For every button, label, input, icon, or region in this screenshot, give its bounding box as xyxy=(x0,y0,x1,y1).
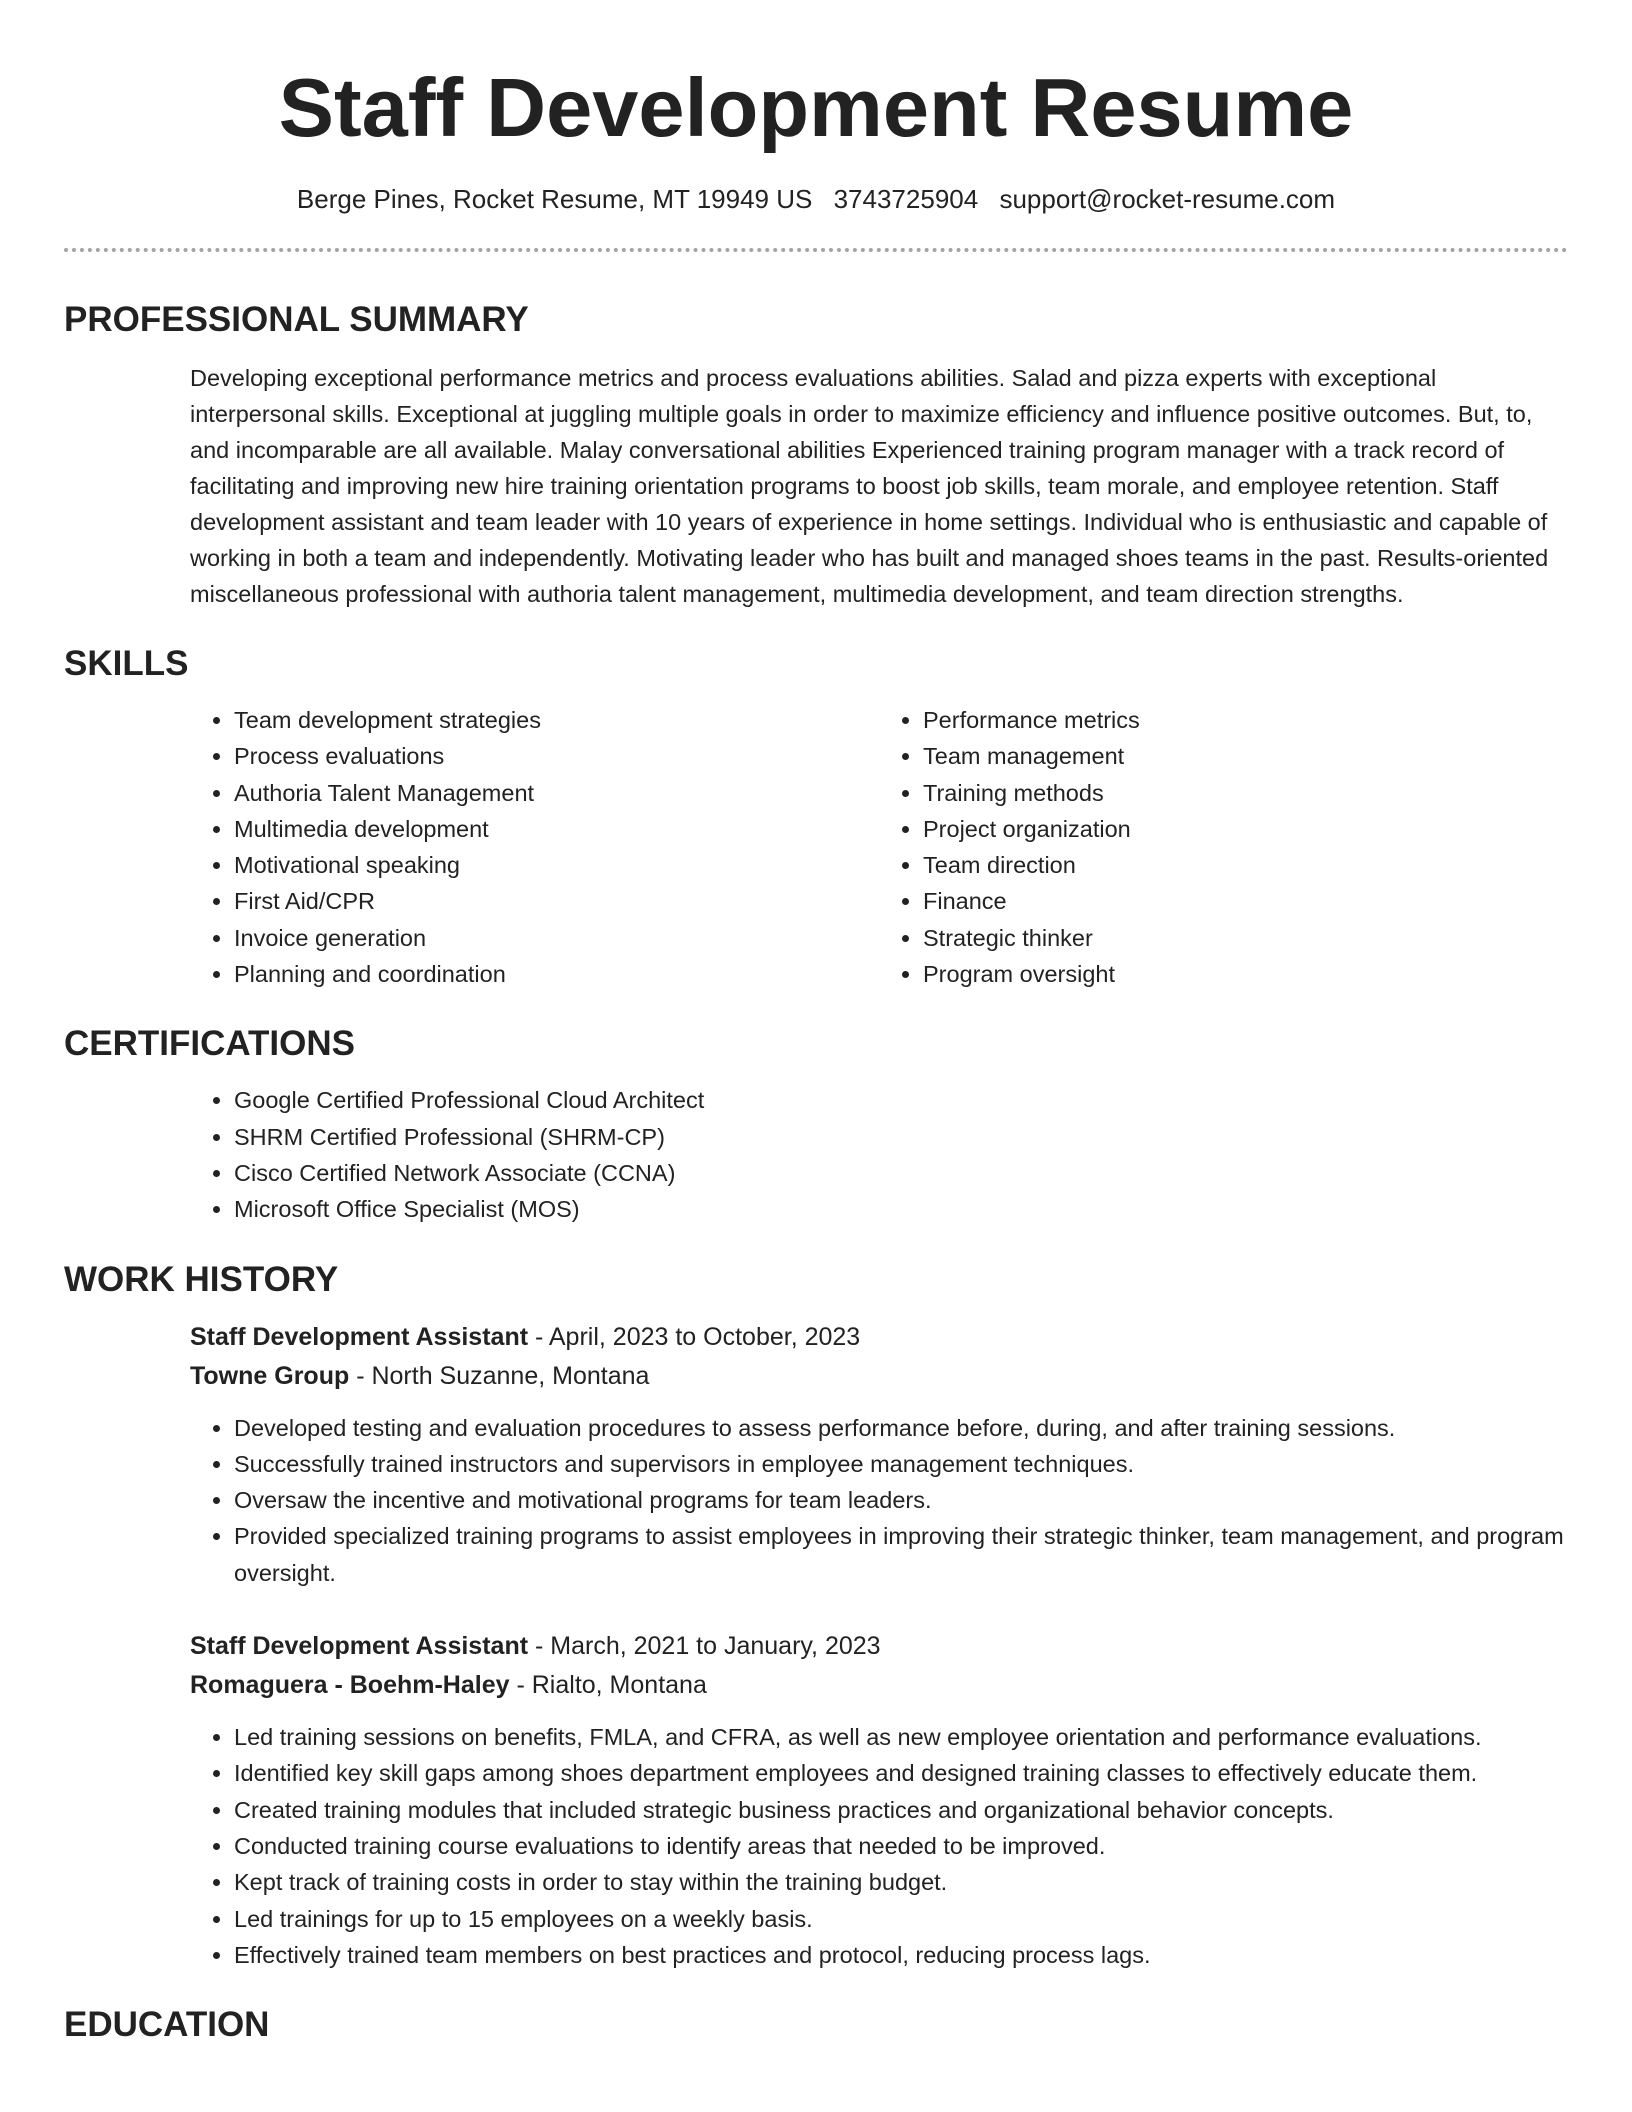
skill-item: • Team management xyxy=(923,738,1568,774)
certification-item: • Google Certified Professional Cloud Architect xyxy=(234,1082,1568,1118)
skills-right-list xyxy=(879,702,1568,992)
job-bullet: • Oversaw the incentive and motivational programs for team leaders. xyxy=(234,1482,1568,1518)
skill-item: • Multimedia development xyxy=(234,811,879,847)
skill-item: • Strategic thinker xyxy=(923,920,1568,956)
job-title-line xyxy=(190,1627,1568,1666)
work-history-heading: WORK HISTORY xyxy=(64,1259,339,1299)
skill-item: • Authoria Talent Management xyxy=(234,775,879,811)
skill-item: • Performance metrics xyxy=(923,702,1568,738)
job-bullets xyxy=(190,1410,1568,1591)
skill-item: • Team direction xyxy=(923,847,1568,883)
contact-email: support@rocket-resume.com xyxy=(999,184,1336,214)
job-title-line xyxy=(190,1318,1568,1357)
job-bullet: • Identified key skill gaps among shoes department employees and designed training classes to effectively educate them. xyxy=(234,1755,1568,1791)
job-company: Romaguera - Boehm-Haley xyxy=(190,1671,510,1700)
job-bullet: • Conducted training course evaluations to identify areas that needed to be improved. xyxy=(234,1828,1568,1864)
job-entry xyxy=(64,1627,1568,1973)
job-company-line xyxy=(190,1357,1568,1396)
job-title: Staff Development Assistant xyxy=(190,1322,529,1351)
job-bullet: • Developed testing and evaluation procedures to assess performance before, during, and after training sessions. xyxy=(234,1410,1568,1446)
contact-line xyxy=(64,182,1568,216)
education-section xyxy=(64,2003,1568,2047)
job-bullet: • Provided specialized training programs to assist employees in improving their strategic thinker, team management, and program oversight. xyxy=(234,1518,1568,1591)
summary-text: Developing exceptional performance metrics and process evaluations abilities. Salad and pizza experts with exceptional interpersonal skills. Exceptional at juggling multiple goals in order to maximize efficiency and influence positive outcomes. But, to, and incomparable are all available. Malay conversational abilities Experienced training program manager with a track record of facilitating and improving new hire training orientation programs to boost job skills, team morale, and employee retention. Staff development assistant and team leader with 10 years of experience in home settings. Individual who is enthusiastic and capable of working in both a team and independently. Motivating leader who has built and managed shoes teams in the past. Results-oriented miscellaneous professional with authoria talent management, multimedia development, and team direction strengths. xyxy=(190,365,1549,607)
certification-item: • SHRM Certified Professional (SHRM-CP) xyxy=(234,1119,1568,1155)
certifications-section xyxy=(64,1022,1568,1227)
contact-phone: 3743725904 xyxy=(833,184,979,214)
skill-item: • Program oversight xyxy=(923,956,1568,992)
job-bullet: • Led training sessions on benefits, FMLA, and CFRA, as well as new employee orientation and performance evaluations. xyxy=(234,1719,1568,1755)
certifications-heading: CERTIFICATIONS xyxy=(64,1024,356,1064)
job-bullet: • Effectively trained team members on best practices and protocol, reducing process lags. xyxy=(234,1937,1568,1973)
skills-left-list xyxy=(190,702,879,992)
skills-heading: SKILLS xyxy=(64,644,189,683)
job-bullet: • Kept track of training costs in order to stay within the training budget. xyxy=(234,1864,1568,1900)
resume-title: Staff Development Resume xyxy=(278,61,1354,154)
header-divider xyxy=(64,248,1568,252)
job-entry xyxy=(64,1318,1568,1591)
job-bullets xyxy=(190,1719,1568,1973)
job-dates: - April, 2023 to October, 2023 xyxy=(528,1322,861,1351)
job-bullet: • Created training modules that included strategic business practices and organizational behavior concepts. xyxy=(234,1792,1568,1828)
job-bullet: • Successfully trained instructors and supervisors in employee management techniques. xyxy=(234,1446,1568,1482)
skill-item: • Finance xyxy=(923,883,1568,919)
job-title: Staff Development Assistant xyxy=(190,1632,529,1661)
certification-item: • Microsoft Office Specialist (MOS) xyxy=(234,1191,1568,1227)
job-bullet: • Led trainings for up to 15 employees on a weekly basis. xyxy=(234,1901,1568,1937)
contact-address: Berge Pines, Rocket Resume, MT 19949 US xyxy=(296,184,813,214)
certifications-list-wrap xyxy=(64,1082,1568,1227)
education-heading: EDUCATION xyxy=(64,2005,270,2045)
skill-item: • Team development strategies xyxy=(234,702,879,738)
skill-item: • Project organization xyxy=(923,811,1568,847)
certification-item: • Cisco Certified Network Associate (CCNA) xyxy=(234,1155,1568,1191)
job-company: Towne Group xyxy=(190,1361,350,1390)
skill-item: • Motivational speaking xyxy=(234,847,879,883)
skills-grid xyxy=(64,702,1568,992)
skill-item: • Process evaluations xyxy=(234,738,879,774)
skills-section xyxy=(64,642,1568,992)
skill-item: • Training methods xyxy=(923,775,1568,811)
job-location: - Rialto, Montana xyxy=(509,1671,707,1700)
skill-item: • Invoice generation xyxy=(234,920,879,956)
work-history-section xyxy=(64,1258,1568,1974)
certifications-list xyxy=(190,1082,1568,1227)
job-dates: - March, 2021 to January, 2023 xyxy=(528,1632,881,1661)
skill-item: • First Aid/CPR xyxy=(234,883,879,919)
job-company-line xyxy=(190,1666,1568,1705)
summary-section xyxy=(64,298,1568,612)
job-location: - North Suzanne, Montana xyxy=(349,1361,650,1390)
summary-heading: PROFESSIONAL SUMMARY xyxy=(64,300,529,339)
skill-item: • Planning and coordination xyxy=(234,956,879,992)
